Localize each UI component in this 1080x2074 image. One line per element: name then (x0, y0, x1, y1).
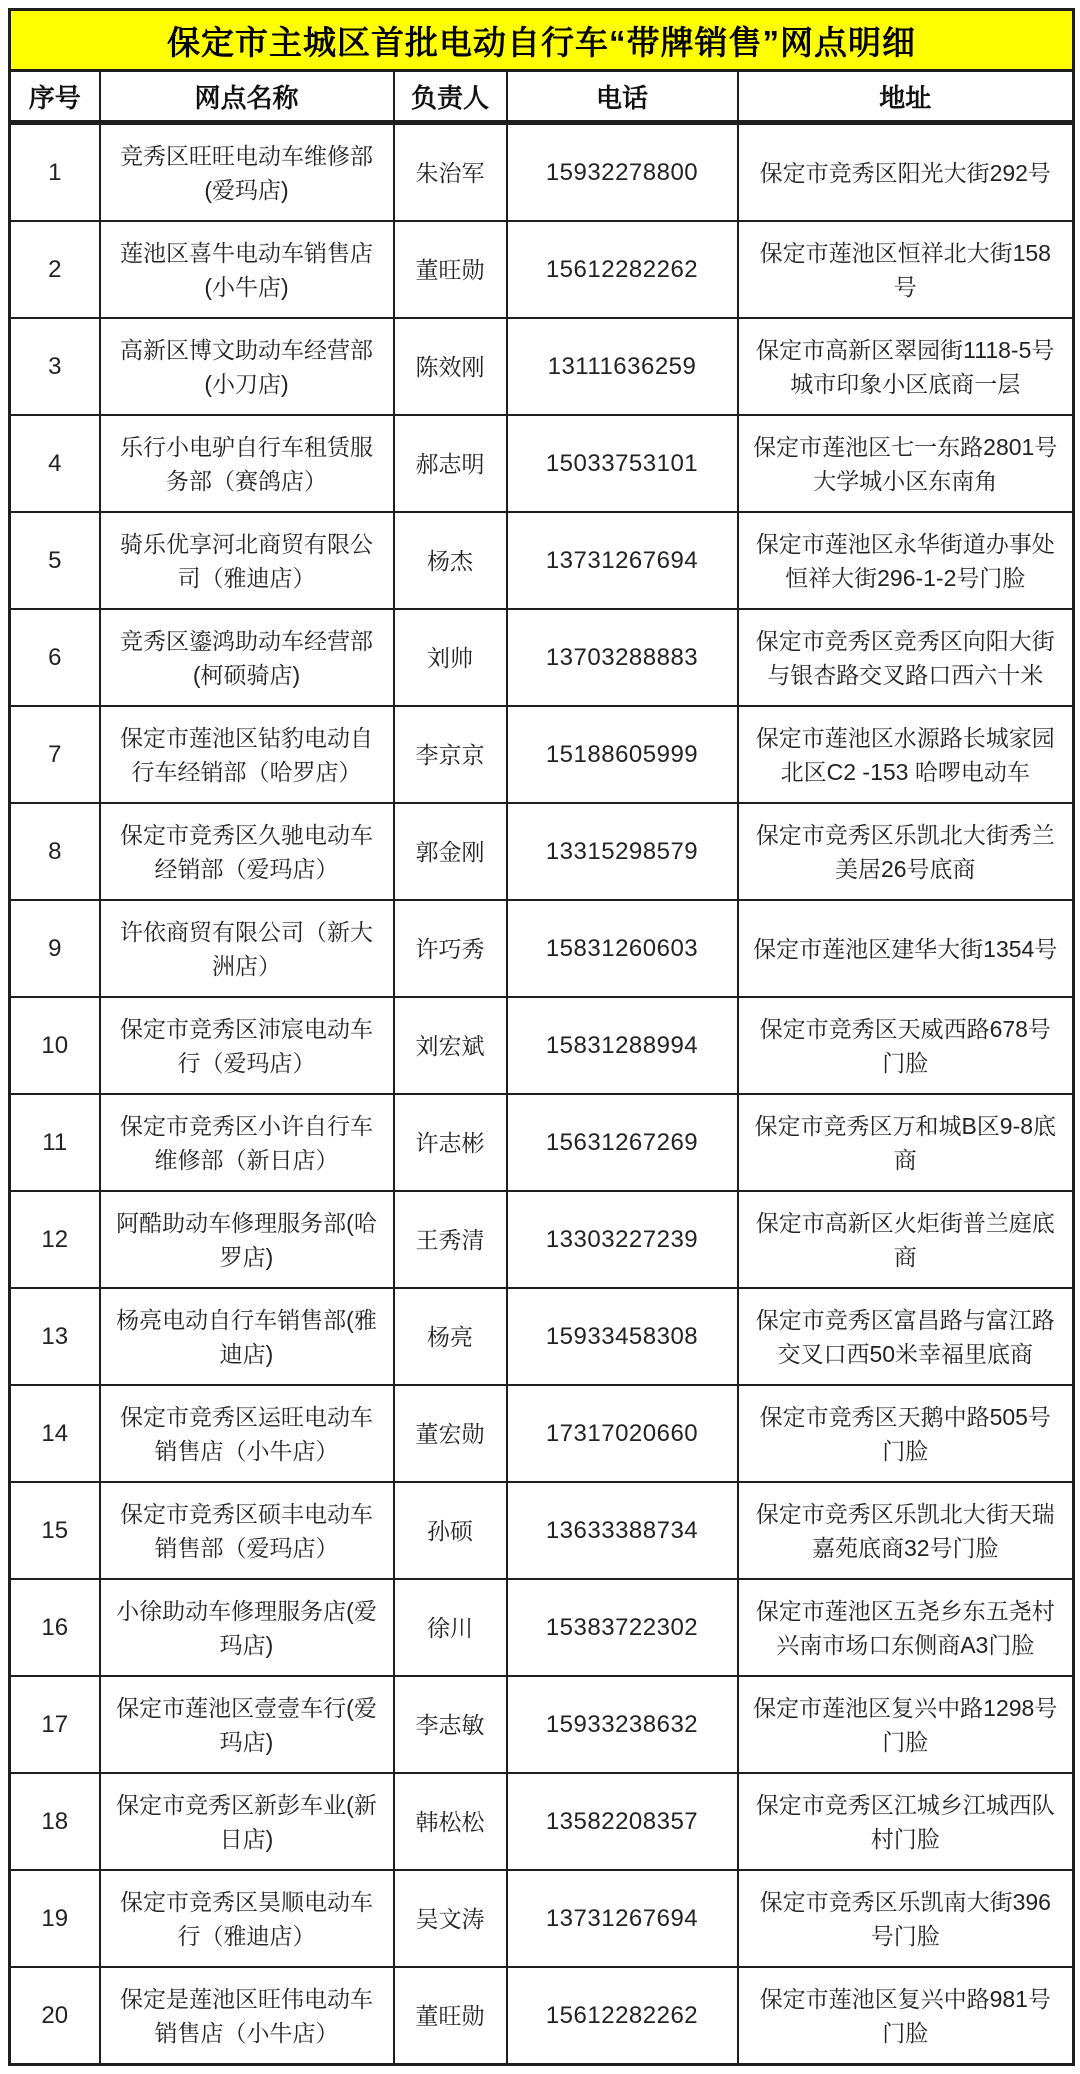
cell-phone: 17317020660 (507, 1385, 738, 1482)
header-row (10, 71, 1074, 123)
cell-outlet-name: 保定市竞秀区硕丰电动车销售部（爱玛店） (100, 1482, 394, 1579)
col-header-manager: 负责人 (394, 71, 507, 123)
table-row (10, 1094, 1074, 1191)
cell-manager: 董旺勋 (394, 221, 507, 318)
cell-outlet-name: 许依商贸有限公司（新大洲店） (100, 900, 394, 997)
table-row (10, 1773, 1074, 1870)
cell-outlet-name: 乐行小电驴自行车租赁服务部（赛鸽店） (100, 415, 394, 512)
cell-phone: 13303227239 (507, 1191, 738, 1288)
title-row (10, 10, 1074, 71)
cell-serial-number: 10 (10, 997, 100, 1094)
cell-phone: 13731267694 (507, 1870, 738, 1967)
cell-manager: 许巧秀 (394, 900, 507, 997)
cell-outlet-name: 骑乐优享河北商贸有限公司（雅迪店） (100, 512, 394, 609)
cell-outlet-name: 保定市竞秀区沛宸电动车行（爱玛店） (100, 997, 394, 1094)
cell-outlet-name: 保定市莲池区壹壹车行(爱玛店) (100, 1676, 394, 1773)
cell-phone: 15612282262 (507, 1967, 738, 2065)
table-row (10, 221, 1074, 318)
cell-serial-number: 2 (10, 221, 100, 318)
col-header-phone: 电话 (507, 71, 738, 123)
cell-outlet-name: 莲池区喜牛电动车销售店(小牛店) (100, 221, 394, 318)
cell-serial-number: 15 (10, 1482, 100, 1579)
cell-outlet-name: 保定市竞秀区昊顺电动车行（雅迪店） (100, 1870, 394, 1967)
cell-outlet-name: 高新区博文助动车经营部(小刀店) (100, 318, 394, 415)
cell-address: 保定市莲池区七一东路2801号大学城小区东南角 (738, 415, 1074, 512)
cell-serial-number: 19 (10, 1870, 100, 1967)
cell-manager: 徐川 (394, 1579, 507, 1676)
table-row (10, 123, 1074, 222)
cell-manager: 朱治军 (394, 123, 507, 222)
cell-manager: 李京京 (394, 706, 507, 803)
cell-address: 保定市莲池区永华街道办事处恒祥大街296-1-2号门脸 (738, 512, 1074, 609)
cell-outlet-name: 保定市竞秀区小许自行车维修部（新日店） (100, 1094, 394, 1191)
cell-serial-number: 5 (10, 512, 100, 609)
cell-serial-number: 7 (10, 706, 100, 803)
cell-manager: 刘帅 (394, 609, 507, 706)
cell-phone: 15831288994 (507, 997, 738, 1094)
table-row (10, 1191, 1074, 1288)
table-row (10, 1676, 1074, 1773)
cell-phone: 15383722302 (507, 1579, 738, 1676)
cell-outlet-name: 竞秀区旺旺电动车维修部(爱玛店) (100, 123, 394, 222)
cell-manager: 孙硕 (394, 1482, 507, 1579)
cell-manager: 董宏勋 (394, 1385, 507, 1482)
cell-address: 保定市竞秀区万和城B区9-8底商 (738, 1094, 1074, 1191)
cell-serial-number: 18 (10, 1773, 100, 1870)
cell-address: 保定市竞秀区乐凯南大街396号门脸 (738, 1870, 1074, 1967)
table-row (10, 1482, 1074, 1579)
cell-phone: 15188605999 (507, 706, 738, 803)
cell-manager: 王秀清 (394, 1191, 507, 1288)
cell-serial-number: 3 (10, 318, 100, 415)
cell-phone: 13731267694 (507, 512, 738, 609)
cell-outlet-name: 保定是莲池区旺伟电动车销售店（小牛店） (100, 1967, 394, 2065)
cell-address: 保定市莲池区五尧乡东五尧村兴南市场口东侧商A3门脸 (738, 1579, 1074, 1676)
cell-serial-number: 11 (10, 1094, 100, 1191)
table-row (10, 900, 1074, 997)
cell-address: 保定市高新区翠园街1118-5号城市印象小区底商一层 (738, 318, 1074, 415)
cell-phone: 15933238632 (507, 1676, 738, 1773)
cell-serial-number: 4 (10, 415, 100, 512)
outlets-table (8, 8, 1075, 2066)
cell-outlet-name: 保定市竞秀区运旺电动车销售店（小牛店） (100, 1385, 394, 1482)
cell-serial-number: 17 (10, 1676, 100, 1773)
table-row (10, 1967, 1074, 2065)
cell-phone: 15612282262 (507, 221, 738, 318)
cell-phone: 15932278800 (507, 123, 738, 222)
cell-address: 保定市莲池区恒祥北大街158号 (738, 221, 1074, 318)
cell-manager: 李志敏 (394, 1676, 507, 1773)
cell-serial-number: 1 (10, 123, 100, 222)
table-row (10, 706, 1074, 803)
cell-address: 保定市竞秀区天威西路678号门脸 (738, 997, 1074, 1094)
col-header-serial: 序号 (10, 71, 100, 123)
cell-address: 保定市竞秀区阳光大街292号 (738, 123, 1074, 222)
cell-outlet-name: 保定市竞秀区久驰电动车经销部（爱玛店） (100, 803, 394, 900)
cell-phone: 15033753101 (507, 415, 738, 512)
cell-address: 保定市莲池区建华大街1354号 (738, 900, 1074, 997)
cell-outlet-name: 竞秀区鎏鸿助动车经营部(柯硕骑店) (100, 609, 394, 706)
cell-serial-number: 9 (10, 900, 100, 997)
cell-serial-number: 6 (10, 609, 100, 706)
cell-serial-number: 20 (10, 1967, 100, 2065)
cell-manager: 陈效刚 (394, 318, 507, 415)
cell-phone: 15933458308 (507, 1288, 738, 1385)
cell-manager: 韩松松 (394, 1773, 507, 1870)
table-row (10, 1288, 1074, 1385)
cell-phone: 15631267269 (507, 1094, 738, 1191)
cell-address: 保定市竞秀区天鹅中路505号门脸 (738, 1385, 1074, 1482)
cell-manager: 许志彬 (394, 1094, 507, 1191)
cell-address: 保定市竞秀区乐凯北大街天瑞嘉苑底商32号门脸 (738, 1482, 1074, 1579)
cell-manager: 郭金刚 (394, 803, 507, 900)
cell-address: 保定市莲池区水源路长城家园北区C2 -153 哈啰电动车 (738, 706, 1074, 803)
cell-address: 保定市莲池区复兴中路1298号门脸 (738, 1676, 1074, 1773)
cell-outlet-name: 保定市莲池区钻豹电动自行车经销部（哈罗店） (100, 706, 394, 803)
cell-serial-number: 8 (10, 803, 100, 900)
cell-phone: 13633388734 (507, 1482, 738, 1579)
table-row (10, 415, 1074, 512)
table-row (10, 803, 1074, 900)
cell-manager: 杨亮 (394, 1288, 507, 1385)
cell-phone: 13703288883 (507, 609, 738, 706)
cell-address: 保定市竞秀区乐凯北大街秀兰美居26号底商 (738, 803, 1074, 900)
cell-address: 保定市竞秀区竞秀区向阳大街与银杏路交叉路口西六十米 (738, 609, 1074, 706)
cell-manager: 刘宏斌 (394, 997, 507, 1094)
cell-outlet-name: 阿酷助动车修理服务部(哈罗店) (100, 1191, 394, 1288)
cell-address: 保定市高新区火炬街普兰庭底商 (738, 1191, 1074, 1288)
cell-manager: 郝志明 (394, 415, 507, 512)
cell-manager: 杨杰 (394, 512, 507, 609)
cell-address: 保定市竞秀区富昌路与富江路交叉口西50米幸福里底商 (738, 1288, 1074, 1385)
cell-phone: 13111636259 (507, 318, 738, 415)
cell-phone: 13315298579 (507, 803, 738, 900)
cell-manager: 董旺勋 (394, 1967, 507, 2065)
cell-outlet-name: 小徐助动车修理服务店(爱玛店) (100, 1579, 394, 1676)
table-row (10, 318, 1074, 415)
table-row (10, 1385, 1074, 1482)
table-row (10, 1579, 1074, 1676)
col-header-outlet-name: 网点名称 (100, 71, 394, 123)
cell-serial-number: 12 (10, 1191, 100, 1288)
cell-outlet-name: 保定市竞秀区新彭车业(新日店) (100, 1773, 394, 1870)
cell-serial-number: 16 (10, 1579, 100, 1676)
cell-outlet-name: 杨亮电动自行车销售部(雅迪店) (100, 1288, 394, 1385)
cell-serial-number: 14 (10, 1385, 100, 1482)
cell-phone: 13582208357 (507, 1773, 738, 1870)
cell-address: 保定市竞秀区江城乡江城西队村门脸 (738, 1773, 1074, 1870)
table-row (10, 1870, 1074, 1967)
page-title: 保定市主城区首批电动自行车“带牌销售”网点明细 (10, 10, 1074, 71)
cell-serial-number: 13 (10, 1288, 100, 1385)
table-row (10, 512, 1074, 609)
table-row (10, 997, 1074, 1094)
cell-address: 保定市莲池区复兴中路981号门脸 (738, 1967, 1074, 2065)
table-row (10, 609, 1074, 706)
col-header-address: 地址 (738, 71, 1074, 123)
cell-phone: 15831260603 (507, 900, 738, 997)
cell-manager: 吴文涛 (394, 1870, 507, 1967)
